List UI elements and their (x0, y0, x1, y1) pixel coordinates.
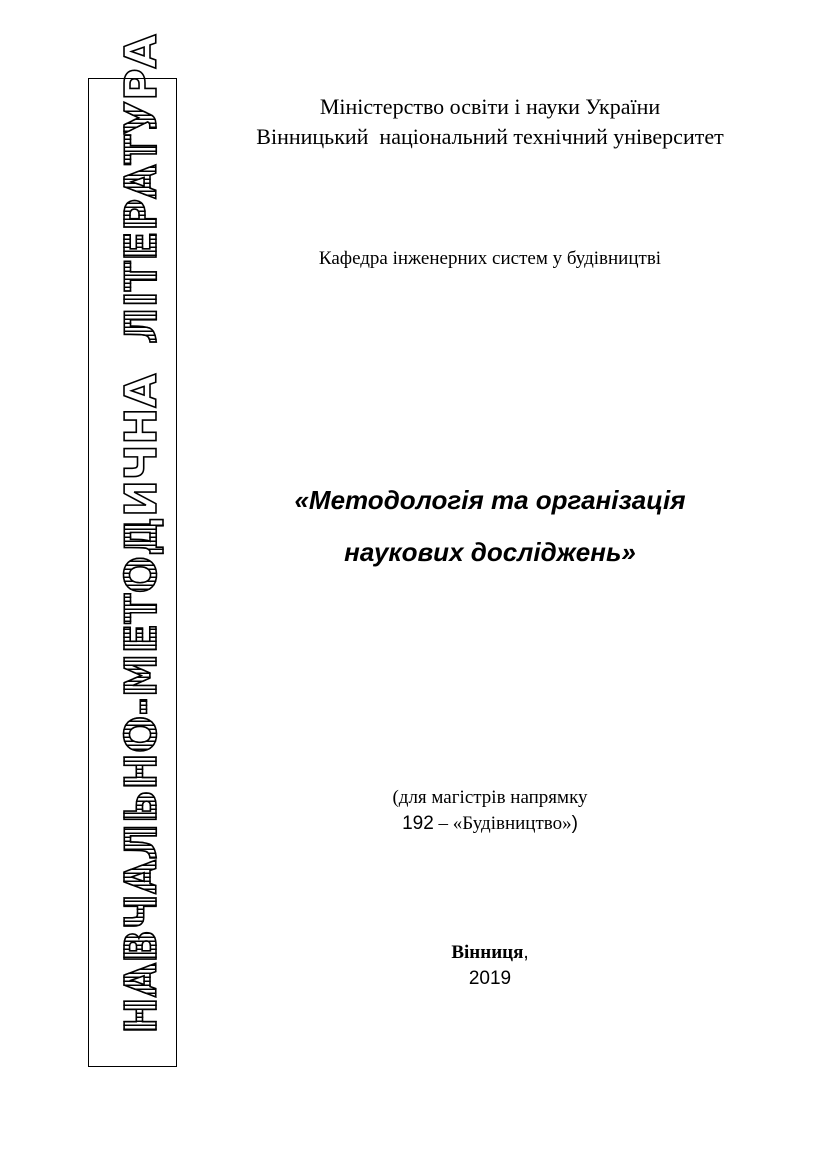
department-line: Кафедра інженерних систем у будівництві (318, 248, 662, 269)
program-name: – «Будівництво» (433, 813, 572, 834)
audience-line-2 (200, 811, 780, 837)
title-line-1: «Методологія та організація (294, 485, 686, 515)
publication-year: 2019 (468, 968, 512, 989)
city-line (200, 940, 780, 966)
program-code: 192 (402, 813, 434, 834)
closing-paren: ) (571, 813, 578, 834)
document-title (200, 474, 780, 578)
ministry-line: Міністерство освіти і науки України (319, 94, 661, 119)
title-line-2: наукових досліджень» (344, 537, 636, 567)
city-name: Вінниця (451, 942, 524, 963)
institution-header (200, 92, 780, 152)
audience-line-1: (для магістрів напрямку (392, 787, 588, 808)
publication-info (200, 940, 780, 992)
audience-note (200, 785, 780, 837)
side-label-bottom: НАВЧАЛЬНО-МЕТОДИЧНА (116, 373, 167, 1034)
side-label-top: ЛІТЕРАТУРА (116, 34, 167, 344)
university-line: Вінницький національний технічний університет (256, 124, 724, 149)
city-punct: , (523, 942, 529, 963)
